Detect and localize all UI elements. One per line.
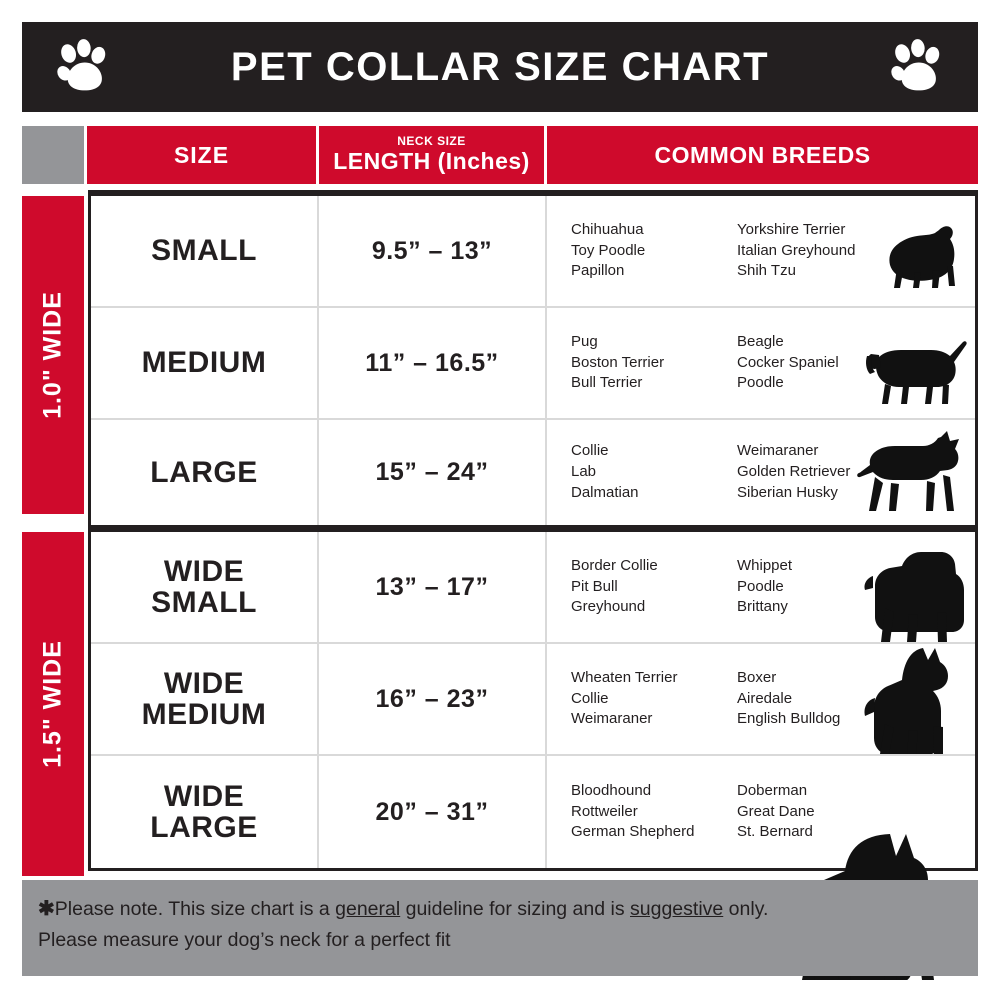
breed-item: Dalmatian: [571, 483, 639, 501]
breed-item: Poodle: [737, 577, 784, 595]
table-row: [91, 420, 975, 532]
breed-item: Toy Poodle: [571, 241, 646, 259]
footer-text-c: only.: [723, 898, 769, 920]
breed-item: Cocker Spaniel: [737, 353, 839, 371]
breed-list-left: [571, 332, 711, 394]
breed-item: Boston Terrier: [571, 353, 665, 371]
beagle-silhouette: [865, 334, 969, 408]
breed-item: Brittany: [737, 598, 788, 616]
cell-size: [91, 420, 319, 525]
footer-line-1: [38, 894, 960, 925]
cell-size: [91, 532, 319, 642]
breed-item: Papillon: [571, 262, 625, 280]
column-header-length-main: LENGTH (Inches): [333, 148, 530, 174]
breed-list-right: [737, 668, 877, 730]
breed-list-right: [737, 556, 877, 618]
table-row: [91, 308, 975, 420]
breed-item: Shih Tzu: [737, 262, 796, 280]
bulldog-silhouette: [863, 546, 967, 642]
breed-item: Great Dane: [737, 802, 815, 820]
breed-item: Weimaraner: [571, 710, 653, 728]
breed-item: Weimaraner: [737, 442, 819, 460]
breed-item: Bloodhound: [571, 781, 652, 799]
cell-length: 13” – 17”: [319, 532, 547, 642]
breed-item: Collie: [571, 689, 609, 707]
breed-item: German Shepherd: [571, 823, 695, 841]
page-title: PET COLLAR SIZE CHART: [230, 44, 770, 89]
footer-text-b: guideline for sizing and is: [400, 898, 631, 920]
rail-width-1-0: [22, 196, 84, 514]
corner-cell: [22, 126, 84, 184]
breed-list-left: [571, 668, 711, 730]
cell-size: [91, 308, 319, 418]
breed-list-right: [737, 441, 877, 503]
size-label: SMALL: [151, 234, 257, 268]
footer-text-a: Please note. This size chart is a: [54, 898, 336, 920]
breed-list-left: [571, 441, 711, 503]
paw-print-icon: [56, 39, 110, 95]
breed-item: Airedale: [737, 689, 793, 707]
breed-item: Border Collie: [571, 556, 658, 574]
footer-text-general: general: [335, 898, 401, 920]
footer-text-suggestive: suggestive: [630, 898, 724, 920]
size-label-2: LARGE: [150, 811, 258, 844]
breed-item: Pug: [571, 332, 598, 350]
size-label: WIDE: [163, 666, 245, 700]
breed-list-left: [571, 781, 711, 843]
breed-item: St. Bernard: [737, 823, 813, 841]
size-label: WIDE: [163, 779, 245, 813]
cell-length: 16” – 23”: [319, 644, 547, 754]
rail-label: 1.0" WIDE: [38, 291, 67, 419]
size-label: LARGE: [150, 455, 258, 489]
cell-length: 15” – 24”: [319, 420, 547, 525]
cell-size: [91, 756, 319, 868]
rail-width-1-5: [22, 532, 84, 876]
rail-label: 1.5" WIDE: [38, 640, 67, 768]
breed-item: Beagle: [737, 332, 784, 350]
breed-item: Rottweiler: [571, 802, 638, 820]
table-row: [91, 644, 975, 756]
cell-length: 9.5” – 13”: [319, 196, 547, 306]
table-column-headers: [22, 126, 978, 184]
table-row: [91, 196, 975, 308]
breed-item: Chihuahua: [571, 220, 644, 238]
breed-item: English Bulldog: [737, 710, 841, 728]
breed-item: Golden Retriever: [737, 463, 851, 481]
breed-item: Greyhound: [571, 598, 646, 616]
column-header-breeds: COMMON BREEDS: [544, 126, 978, 184]
breed-item: Doberman: [737, 781, 808, 799]
footer-line-2: Please measure your dog’s neck for a perfect fit: [38, 929, 451, 951]
breed-item: Boxer: [737, 668, 777, 686]
chart-header: [22, 22, 978, 112]
breed-list-right: [737, 220, 877, 282]
footer-note: [22, 880, 978, 976]
table-body: [88, 190, 978, 871]
size-label-2: MEDIUM: [141, 698, 267, 731]
pomeranian-silhouette: [875, 220, 961, 292]
breed-item: Italian Greyhound: [737, 241, 856, 259]
cell-size: [91, 644, 319, 754]
table-row: [91, 532, 975, 644]
breed-list-left: [571, 556, 711, 618]
breed-item: Yorkshire Terrier: [737, 220, 846, 238]
breed-list-right: [737, 332, 877, 394]
breed-item: Pit Bull: [571, 577, 618, 595]
paw-print-icon: [890, 39, 944, 95]
breed-list-left: [571, 220, 711, 282]
size-label-2: SMALL: [151, 586, 257, 619]
column-header-length-sub: NECK SIZE: [397, 134, 466, 148]
breed-item: Wheaten Terrier: [571, 668, 678, 686]
cell-breeds: [547, 420, 975, 525]
cell-length: 20” – 31”: [319, 756, 547, 868]
cell-breeds: [547, 196, 975, 306]
breed-item: Poodle: [737, 374, 784, 392]
column-header-size: SIZE: [84, 126, 316, 184]
breed-item: Lab: [571, 463, 597, 481]
cell-breeds: [547, 532, 975, 642]
breed-item: Siberian Husky: [737, 483, 838, 501]
cell-breeds: [547, 308, 975, 418]
cell-size: [91, 196, 319, 306]
size-label: WIDE: [163, 554, 245, 588]
asterisk-icon: ✱: [38, 898, 55, 920]
breed-item: Whippet: [737, 556, 793, 574]
cell-length: 11” – 16.5”: [319, 308, 547, 418]
column-header-length: [316, 126, 544, 184]
size-label: MEDIUM: [141, 346, 267, 380]
cell-breeds: [547, 644, 975, 754]
breed-item: Collie: [571, 442, 609, 460]
breed-item: Bull Terrier: [571, 374, 643, 392]
